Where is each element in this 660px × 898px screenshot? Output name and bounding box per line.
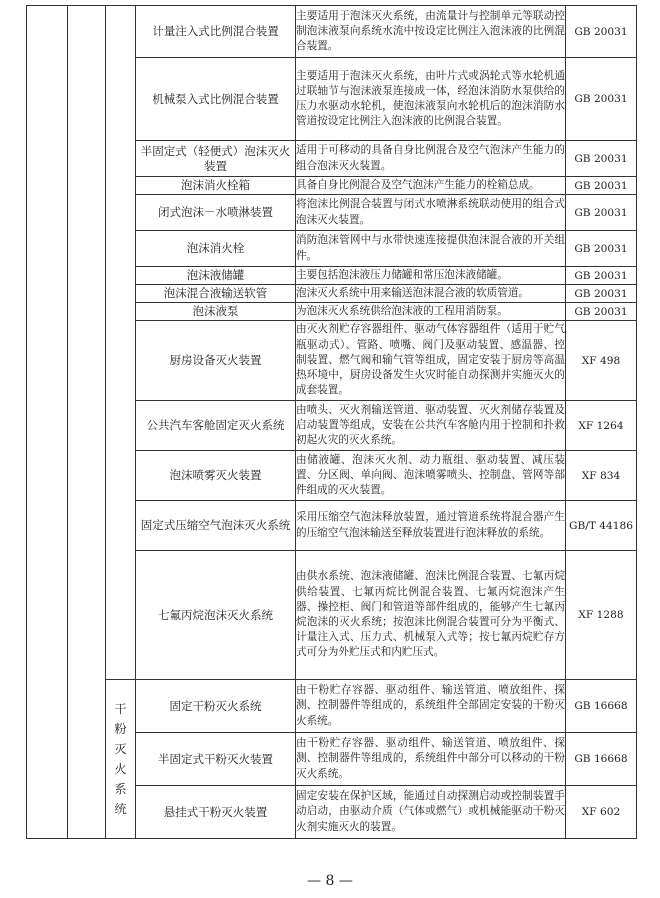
standard-code: XF 498 <box>566 321 637 401</box>
product-name: 泡沫消火栓箱 <box>136 177 296 195</box>
product-description: 采用压缩空气泡沫释放装置，通过管道系统将混合器产生的压缩空气泡沫输送至释放装置进行泡沫释放的系统。 <box>296 501 566 551</box>
table-row <box>27 680 637 733</box>
product-description: 泡沫灭火系统中用来输送泡沫混合液的软质管道。 <box>296 285 566 303</box>
product-description: 消防泡沫管网中与水带快速连接提供泡沫混合液的开关组件。 <box>296 231 566 267</box>
product-name: 固定干粉灭火系统 <box>136 680 296 733</box>
product-name: 厨房设备灭火装置 <box>136 321 296 401</box>
standard-code: GB 20031 <box>566 6 637 58</box>
subcategory-label: 干粉灭火系统 <box>114 702 127 816</box>
product-name: 公共汽车客舱固定灭火系统 <box>136 401 296 451</box>
product-name: 半固定式干粉灭火装置 <box>136 733 296 786</box>
standard-code: GB 20031 <box>566 195 637 231</box>
product-description: 由供水系统、泡沫液储罐、泡沫比例混合装置、七氟丙烷供给装置、七氟丙烷比例混合装置、七氟丙烷泡沫产生器、操控柜、阀门和管道等部件组成的，能够产生七氟丙烷泡沫的灭火系统；按泡沫比例混合装置可分为平衡式、计量注入式、压力式、机械泵入式等；按七氟丙烷贮存方式可分为外贮压式和内贮压式。 <box>296 551 566 680</box>
product-description: 由喷头、灭火剂输送管道、驱动装置、灭火剂储存装置及启动装置等组成，安装在公共汽车客舱内用于控制和扑救初起火灾的灭火系统。 <box>296 401 566 451</box>
product-description: 由灭火剂贮存容器组件、驱动气体容器组件（适用于贮气瓶驱动式）、管路、喷嘴、阀门及驱动装置、感温器、控制装置、燃气阀和输气管等组成，固定安装于厨房等高温热环境中，厨房设备发生火灾时能自动探测并实施灭火的成套装置。 <box>296 321 566 401</box>
standard-code: XF 1288 <box>566 551 637 680</box>
standard-code: GB 20031 <box>566 285 637 303</box>
subcategory-cell-group1 <box>106 6 136 680</box>
standard-code: GB 20031 <box>566 303 637 321</box>
product-description: 主要适用于泡沫灭火系统，由叶片式或涡轮式等水轮机通过联轴节与泡沫液泵连接成一体，经泡沫消防水泵供给的压力水驱动水轮机，使泡沫液泵向水轮机后的泡沫消防水管道按设定比例注入泡沫液的比例混合装置。 <box>296 58 566 141</box>
standard-code: GB 20031 <box>566 177 637 195</box>
product-name: 泡沫液储罐 <box>136 267 296 285</box>
category-cell-outer <box>27 6 68 839</box>
standard-code: GB 20031 <box>566 141 637 177</box>
product-description: 主要适用于泡沫灭火系统，由流量计与控制单元等联动控制泡沫液泵向系统水流中按设定比例注入泡沫液的比例混合装置。 <box>296 6 566 58</box>
product-description: 由储液罐、泡沫灭火剂、动力瓶组、驱动装置、减压装置、分区阀、单向阀、泡沫喷雾喷头、控制盘、管网等部件组成的灭火装置。 <box>296 451 566 501</box>
product-standards-table <box>26 5 637 839</box>
product-name: 泡沫喷雾灭火装置 <box>136 451 296 501</box>
page-number: — 8 — <box>307 873 353 889</box>
standard-code: XF 1264 <box>566 401 637 451</box>
product-name: 计量注入式比例混合装置 <box>136 6 296 58</box>
category-cell-inner <box>68 6 106 839</box>
product-description: 固定安装在保护区域，能通过自动探测启动或控制装置手动启动，由驱动介质（气体或燃气）或机械能驱动干粉灭火剂实施灭火的装置。 <box>296 786 566 839</box>
product-description: 具备自身比例混合及空气泡沫产生能力的栓箱总成。 <box>296 177 566 195</box>
product-name: 固定式压缩空气泡沫灭火系统 <box>136 501 296 551</box>
standard-code: GB 16668 <box>566 733 637 786</box>
standard-code: XF 602 <box>566 786 637 839</box>
product-description: 由干粉贮存容器、驱动组件、输送管道、喷放组件、探测、控制器件等组成的，系统组件全部固定安装的干粉灭火系统。 <box>296 680 566 733</box>
standard-code: GB 20031 <box>566 231 637 267</box>
product-name: 泡沫液泵 <box>136 303 296 321</box>
product-name: 七氟丙烷泡沫灭火系统 <box>136 551 296 680</box>
product-name: 机械泵入式比例混合装置 <box>136 58 296 141</box>
product-description: 将泡沫比例混合装置与闭式水喷淋系统联动使用的组合式泡沫灭火装置。 <box>296 195 566 231</box>
product-name: 泡沫混合液输送软管 <box>136 285 296 303</box>
standard-code: GB 20031 <box>566 58 637 141</box>
product-description: 主要包括泡沫液压力储罐和常压泡沫液储罐。 <box>296 267 566 285</box>
product-name: 闭式泡沫－水喷淋装置 <box>136 195 296 231</box>
product-name: 泡沫消火栓 <box>136 231 296 267</box>
product-name: 悬挂式干粉灭火装置 <box>136 786 296 839</box>
product-description: 为泡沫灭火系统供给泡沫液的工程用消防泵。 <box>296 303 566 321</box>
product-name: 半固定式（轻便式）泡沫灭火装置 <box>136 141 296 177</box>
standard-code: XF 834 <box>566 451 637 501</box>
product-description: 由干粉贮存容器、驱动组件、输送管道、喷放组件、探测、控制器件等组成的，系统组件中部分可以移动的干粉灭火系统。 <box>296 733 566 786</box>
standard-code: GB/T 44186 <box>566 501 637 551</box>
standard-code: GB 20031 <box>566 267 637 285</box>
table-row <box>27 6 637 58</box>
product-description: 适用于可移动的具备自身比例混合及空气泡沫产生能力的组合泡沫灭火装置。 <box>296 141 566 177</box>
subcategory-cell-dry-powder <box>106 680 136 839</box>
standard-code: GB 16668 <box>566 680 637 733</box>
